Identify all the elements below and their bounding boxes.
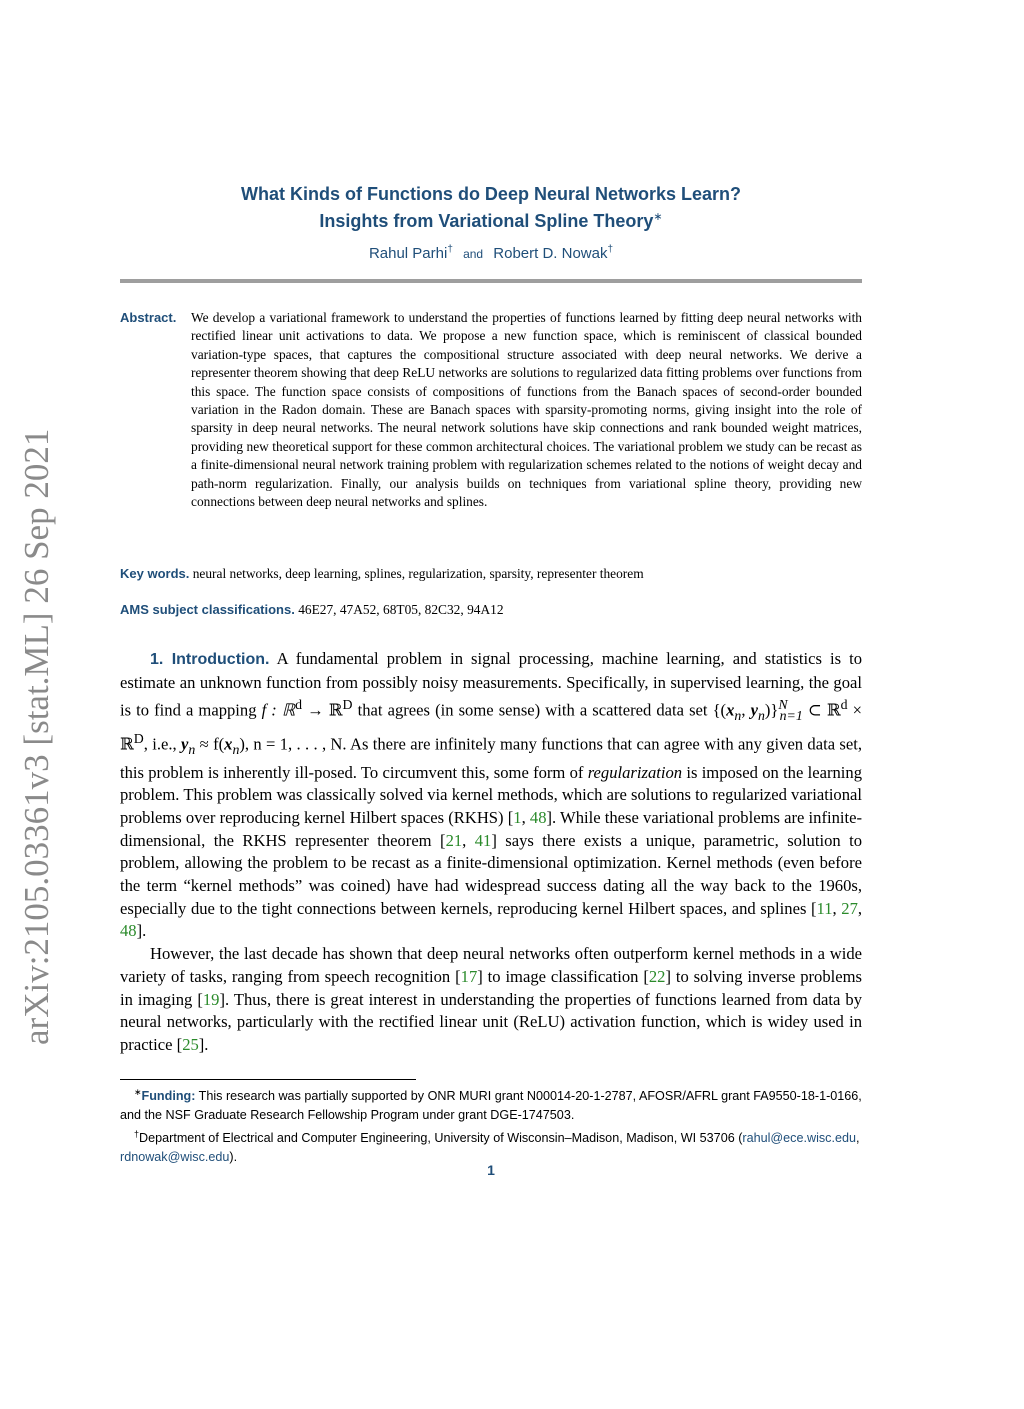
footnote-divider <box>120 1079 416 1080</box>
author-parhi-mark: † <box>447 244 453 255</box>
footnotes <box>120 1083 862 1167</box>
title-footnote-mark: ∗ <box>653 211 663 223</box>
title-divider <box>120 279 862 283</box>
citation-link[interactable]: 21 <box>445 830 463 850</box>
funding-label: Funding: <box>141 1089 196 1104</box>
citation-link[interactable]: 17 <box>460 966 478 986</box>
title-line-1: What Kinds of Functions do Deep Neural Networks Learn? <box>240 184 742 204</box>
citation-link[interactable]: 19 <box>202 989 220 1009</box>
email-link-parhi[interactable]: rahul@ece.wisc.edu <box>742 1131 856 1146</box>
citation-link[interactable]: 1 <box>513 807 522 827</box>
abstract-text: We develop a variational framework to understand the properties of functions learned by fitting deep neural networks with rectified linear unit activations to data. We propose a new function space, which is reminiscent of classical bounded variation-type spaces, that captures the compositional structure associated with deep neural networks. We derive a representer theorem showing that deep ReLU networks are solutions to regularized data fitting problems over functions from this space. The function space consists of compositions of functions from the Banach spaces of second-order bounded variation in the Radon domain. These are Banach spaces with sparsity-promoting norms, giving insight into the role of sparsity in deep neural networks. The neural network solutions have skip connections and rank bounded weight matrices, providing new theoretical support for these common architectural choices. The variational problem we study can be recast as a finite-dimensional neural network training problem with regularization schemes related to the notions of weight decay and path-norm regularization. Finally, our analysis builds on techniques from variational spline theory, providing new connections between deep neural networks and splines. <box>191 310 862 510</box>
author-nowak: Robert D. Nowak <box>493 245 608 262</box>
intro-paragraph-1: 1. Introduction. A fundamental problem in signal processing, machine learning, and statistics is to estimate an unknown function from possibly noisy measurements. Specifically, in supervised learning, the goal is to find a mapping f : ℝ$^d$ → ℝ$^D$ that agrees (in some sense) with a scattered data set {($x_n$, $y_n)\}^N_{n=1}$ ⊂ ℝ$^d$ × ℝ$^D$, i.e., $y_n \approx f(x_n)$, n = 1, . . . , N. As there are infinitely many functions that can agree with any given data set, this problem is inherently ill-posed. To circumvent this, some form of regularization is imposed on the learning problem. This problem was classically solved via kernel methods, which are solutions to regularized variational problems over reproducing kernel Hilbert spaces (RKHS) [1, 48]. While these variational problems are infinite-dimensional, the RKHS representer theorem [21, 41] says there exists a unique, parametric, solution to problem, allowing the problem to be recast as a finite-dimensional optimization. Kernel methods (even before the term “kernel methods” was coined) have had widespread success dating all the way back to the 1960s, especially due to the tight connections between kernels, reproducing kernel Hilbert spaces, and splines [11, 27, 48]. <box>120 649 863 941</box>
keywords-text: neural networks, deep learning, splines, regularization, sparsity, representer theorem <box>192 566 644 581</box>
intro-paragraph-2: However, the last decade has shown that deep neural networks often outperform kernel methods in a wide variety of tasks, ranging from speech recognition [17] to image classification [22] to solving inverse problems in imaging [19]. Thus, there is great interest in understanding the properties of functions learned from data by neural networks, particularly with the rectified linear unit (ReLU) activation function, which is widey used in practice [25]. <box>120 944 862 1054</box>
citation-link[interactable]: 25 <box>182 1034 199 1054</box>
email-link-nowak[interactable]: rdnowak@wisc.edu <box>120 1150 230 1165</box>
arxiv-identifier-stamp: arXiv:2105.03361v3 [stat.ML] 26 Sep 2021 <box>17 428 56 1045</box>
keywords-label: Key words. <box>120 566 190 581</box>
ams-label: AMS subject classifications. <box>120 602 295 617</box>
author-parhi: Rahul Parhi <box>368 245 448 262</box>
page-number: 1 <box>487 1162 495 1178</box>
ams-classification-line <box>120 602 862 618</box>
emphasis-regularization: regularization <box>587 762 683 782</box>
keywords-line <box>120 566 862 582</box>
abstract-block <box>120 309 862 511</box>
author-nowak-mark: † <box>607 244 614 255</box>
paper-title <box>120 183 862 233</box>
citation-link[interactable]: 11 <box>816 898 833 918</box>
citation-link[interactable]: 48 <box>120 921 137 941</box>
introduction-section <box>120 648 862 1057</box>
citation-link[interactable]: 48 <box>529 807 547 827</box>
author-conjunction: and <box>463 247 484 261</box>
footnote-affiliation: †Department of Electrical and Computer Engineering, University of Wisconsin–Madison, Madison, WI 53706 (rahul@ece.wisc.edu, rdnowak@wisc.edu). <box>120 1129 860 1165</box>
author-list <box>120 244 862 262</box>
citation-link[interactable]: 41 <box>474 830 492 850</box>
footnote-funding: ∗Funding: This research was partially supported by ONR MURI grant N00014-20-1-2787, AFOSR/AFRL grant FA9550-18-1-0166, and the NSF Graduate Research Fellowship Program under grant DGE-1747503. <box>120 1087 862 1123</box>
title-line-2: Insights from Variational Spline Theory <box>319 211 654 231</box>
citation-link[interactable]: 22 <box>648 966 666 986</box>
ams-codes: 46E27, 47A52, 68T05, 82C32, 94A12 <box>298 602 504 617</box>
citation-link[interactable]: 27 <box>841 898 858 918</box>
abstract-label: Abstract. <box>120 310 177 325</box>
section-heading-introduction: 1. Introduction. <box>150 651 270 668</box>
